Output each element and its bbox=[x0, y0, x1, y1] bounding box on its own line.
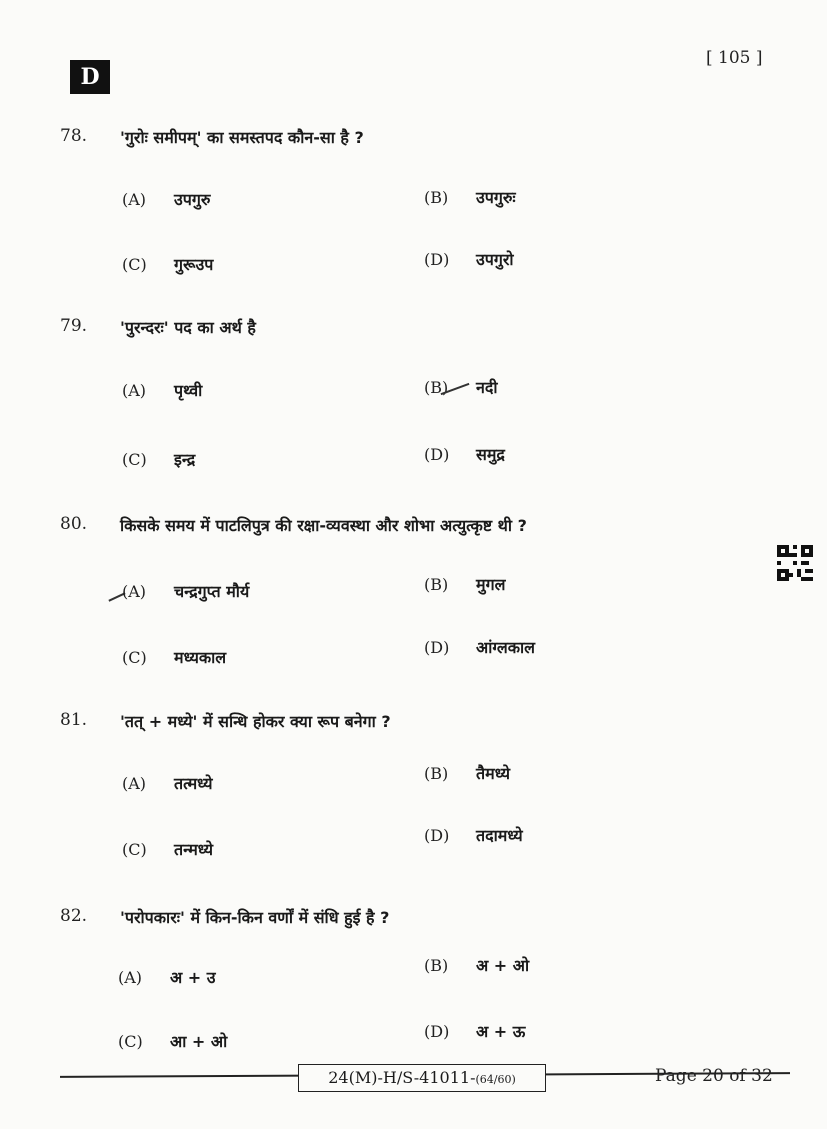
option-text: इन्द्र bbox=[174, 450, 196, 469]
option-label: (C) bbox=[122, 450, 147, 469]
option-text: उपगुरुः bbox=[476, 188, 516, 207]
option-text: तैमध्ये bbox=[476, 764, 510, 783]
option-label: (A) bbox=[122, 582, 147, 601]
option-text: गुरूउप bbox=[174, 255, 214, 274]
question-number: 82. bbox=[60, 906, 88, 926]
qr-code-icon bbox=[777, 545, 813, 581]
option-label: (D) bbox=[424, 826, 450, 845]
option-label: (B) bbox=[424, 378, 449, 397]
question-79 bbox=[60, 316, 760, 346]
question-number: 78. bbox=[60, 126, 88, 146]
option-label: (A) bbox=[118, 968, 143, 987]
option-text: अ + ऊ bbox=[476, 1022, 526, 1041]
question-78 bbox=[60, 126, 760, 156]
option-text: अ + ओ bbox=[476, 956, 530, 975]
option-text: पृथ्वी bbox=[174, 381, 203, 400]
option-text: मुगल bbox=[476, 575, 506, 594]
page-reference: [ 105 ] bbox=[706, 48, 763, 68]
paper-code-main: 24(M)-H/S-41011- bbox=[328, 1068, 476, 1087]
option-label: (A) bbox=[122, 190, 147, 209]
set-badge: D bbox=[70, 60, 110, 94]
question-number: 80. bbox=[60, 514, 88, 534]
option-label: (A) bbox=[122, 381, 147, 400]
option-text: तन्मध्ये bbox=[174, 840, 214, 859]
question-80 bbox=[60, 514, 760, 544]
option-label: (B) bbox=[424, 764, 449, 783]
question-number: 81. bbox=[60, 710, 88, 730]
option-label: (C) bbox=[122, 255, 147, 274]
option-label: (C) bbox=[122, 648, 147, 667]
option-label: (B) bbox=[424, 575, 449, 594]
option-text: तदामध्ये bbox=[476, 826, 523, 845]
question-text: किसके समय में पाटलिपुत्र की रक्षा-व्यवस्था और शोभा अत्युत्कृष्ट थी ? bbox=[120, 516, 527, 535]
question-82 bbox=[60, 906, 760, 936]
question-text: 'पुरन्दरः' पद का अर्थ है bbox=[120, 318, 256, 337]
question-text: 'गुरोः समीपम्' का समस्तपद कौन-सा है ? bbox=[120, 128, 364, 147]
option-label: (D) bbox=[424, 250, 450, 269]
question-text: 'तत् + मध्ये' में सन्धि होकर क्या रूप बनेगा ? bbox=[120, 712, 391, 731]
option-text: समुद्र bbox=[476, 445, 505, 464]
question-number: 79. bbox=[60, 316, 88, 336]
question-81 bbox=[60, 710, 760, 740]
option-text: मध्यकाल bbox=[174, 648, 227, 667]
option-label: (A) bbox=[122, 774, 147, 793]
page-number: Page 20 of 32 bbox=[655, 1066, 773, 1086]
option-text: आ + ओ bbox=[170, 1032, 228, 1051]
option-label: (B) bbox=[424, 188, 449, 207]
option-label: (C) bbox=[118, 1032, 143, 1051]
option-text: नदी bbox=[476, 378, 498, 397]
option-label: (C) bbox=[122, 840, 147, 859]
paper-code-suffix: (64/60) bbox=[475, 1073, 516, 1086]
option-label: (B) bbox=[424, 956, 449, 975]
option-text: आंग्लकाल bbox=[476, 638, 535, 657]
option-label: (D) bbox=[424, 1022, 450, 1041]
option-label: (D) bbox=[424, 445, 450, 464]
option-label: (D) bbox=[424, 638, 450, 657]
option-text: चन्द्रगुप्त मौर्य bbox=[174, 582, 250, 601]
option-text: उपगुरो bbox=[476, 250, 514, 269]
option-text: उपगुरु bbox=[174, 190, 211, 209]
paper-code bbox=[298, 1064, 546, 1092]
option-text: अ + उ bbox=[170, 968, 216, 987]
option-text: तत्मध्ये bbox=[174, 774, 213, 793]
question-text: 'परोपकारः' में किन-किन वर्णों में संधि हुई है ? bbox=[120, 908, 390, 927]
